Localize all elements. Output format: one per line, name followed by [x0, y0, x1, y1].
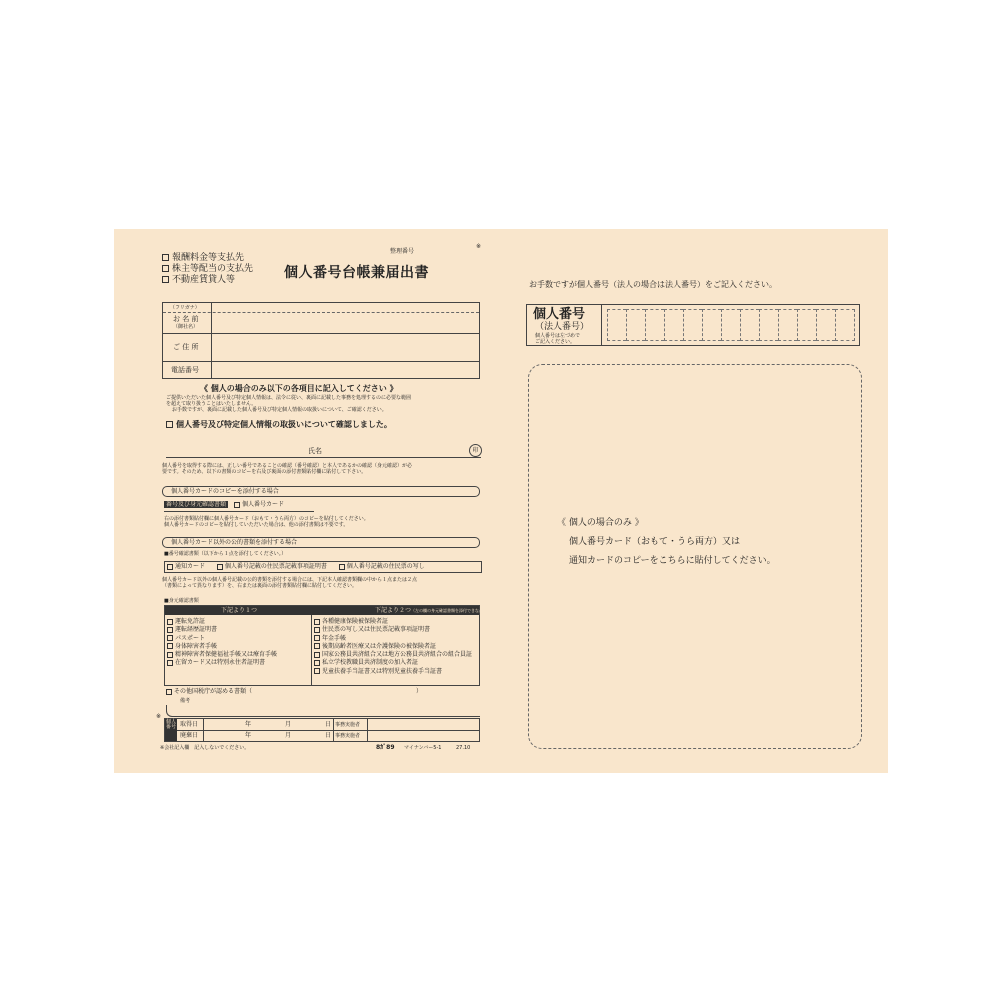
digit-cell[interactable]	[683, 309, 702, 341]
paste-instruction-2: 通知カードのコピーをこちらに貼付してください。	[569, 556, 776, 566]
digit-cell[interactable]	[626, 309, 645, 341]
attachment-paste-area[interactable]	[528, 364, 862, 749]
digit-cell[interactable]	[664, 309, 683, 341]
identity-col2-list	[314, 618, 472, 676]
col2-header: 下記より２つ（左の欄の身元確認書類を添付できなかった場合のみ）	[375, 607, 512, 614]
phone-field[interactable]	[213, 362, 477, 378]
remarks-label: 備考	[180, 698, 191, 704]
option-dividend[interactable]: 株主等配当の支払先	[162, 264, 282, 275]
number-note-2: ご記入ください。	[535, 339, 576, 345]
case1-docs	[164, 501, 284, 508]
case2-header: 個人番号カード以外の公的書類を添付する場合	[162, 537, 480, 548]
list-item[interactable]: 運転免許証	[167, 618, 277, 626]
case1-note: 右の添付書類貼付欄に個人番号カード（おもて・うら両方）のコピーを貼付してください。 個人番号カードのコピーを貼付していただいた場合は、他の添付書類は不要です。	[164, 516, 369, 528]
option-notice-card[interactable]: 通知カード	[167, 563, 205, 570]
staff-label: 事務実施者	[335, 733, 361, 739]
form-sheet	[114, 229, 888, 773]
list-item[interactable]: 身体障害者手帳	[167, 643, 277, 651]
identity-heading: ■身元確認書類	[164, 598, 199, 604]
shimei-label: 氏名	[308, 447, 322, 455]
consent-text: ご提供いただいた個人番号及び特定個人情報は、法令に従い、裏面に記載した事務を処理するのに必要な範囲 を超えて取り扱うことはいたしません。 お手数ですが、裏面に記載した個人番号及び特定個人情報の取扱いについて、ご確認ください。	[166, 395, 412, 413]
checkbox[interactable]	[217, 564, 223, 570]
consent-checkbox[interactable]: 個人番号及び特定個人情報の取扱いについて確認しました。	[166, 420, 392, 430]
checkbox[interactable]	[339, 564, 345, 570]
digit-cell[interactable]	[835, 309, 855, 341]
digit-cell[interactable]	[759, 309, 778, 341]
paste-heading: 《 個人の場合のみ 》	[557, 518, 644, 528]
product-code: 8ｶﾞ89	[376, 744, 395, 751]
digit-cell[interactable]	[778, 309, 797, 341]
digit-cell[interactable]	[740, 309, 759, 341]
remarks-field[interactable]	[166, 705, 480, 717]
number-doc-options	[164, 561, 482, 573]
list-item[interactable]: 国家公務員共済組合又は地方公務員共済組合の組合員証	[314, 651, 472, 659]
list-item[interactable]: 私立学校教職員共済制度の加入者証	[314, 659, 472, 667]
mark-icon: ※	[156, 713, 162, 720]
phone-label: 電話番号	[171, 366, 199, 374]
option-remuneration[interactable]: 報酬料金等支払先	[162, 253, 282, 264]
list-item[interactable]: 在留カード又は特別永住者証明書	[167, 659, 277, 667]
checkbox[interactable]	[162, 254, 169, 261]
office-use-table: 個人番号 取得日 廃棄日 年 月 日 年 月 日 事務実施者 事務実施者	[164, 718, 480, 742]
checkbox[interactable]	[166, 421, 173, 428]
option-real-estate[interactable]: 不動産賃貸人等	[162, 275, 282, 286]
digit-cell[interactable]	[797, 309, 816, 341]
individual-heading: 《 個人の場合のみ以下の各項目に記入してください 》	[200, 384, 398, 393]
number-doc-heading: ■番号確認書類（以下から１点を添付してください。）	[164, 551, 287, 557]
case1-header: 個人番号カードのコピーを添付する場合	[162, 486, 480, 497]
digit-cell[interactable]	[721, 309, 740, 341]
address-field[interactable]	[213, 334, 477, 360]
list-item[interactable]: 住民票の写し又は住民票記載事項証明書	[314, 626, 472, 634]
digit-cell[interactable]	[816, 309, 835, 341]
checkbox[interactable]	[167, 564, 173, 570]
list-item[interactable]: 各種健康保険被保険者証	[314, 618, 472, 626]
option-mynumber-card[interactable]: 個人番号カード	[241, 501, 284, 508]
other-doc-option[interactable]: その他国税庁が認める書類（ ）	[166, 688, 480, 695]
case2-note: 個人番号カード以外の個人番号記載の公的書類を添付する場合には、下記本人確認書類欄の中から１点または２点 （書類によって異なります）を、右または裏面の添付書類貼付欄に貼付してください。	[162, 577, 418, 589]
list-item[interactable]: 運転経歴証明書	[167, 626, 277, 634]
paste-instruction-1: 個人番号カード（おもて・うら両方）又は	[569, 537, 741, 547]
company-note: ※会社記入欄 記入しないでください。	[160, 745, 250, 751]
verification-text: 個人番号を取得する際には、正しい番号であることの確認（番号確認）と本人であるかの確認（身元確認）が必 要です。そのため、以下の書類のコピーを右及び裏面の添付書類貼付欄に貼付して下さい。	[162, 463, 413, 475]
identity-col1-list	[167, 618, 277, 668]
disposal-date-label: 廃棄日	[180, 732, 199, 739]
checkbox[interactable]	[162, 276, 169, 283]
address-label: ご 住 所	[173, 343, 199, 351]
list-item[interactable]: パスポート	[167, 635, 277, 643]
serial-number-label: 整理番号	[390, 248, 415, 255]
identity-docs-table	[164, 605, 512, 686]
contact-table	[162, 302, 480, 379]
side-label: 個人番号	[166, 719, 177, 730]
company-name-label: （御社名）	[173, 324, 199, 330]
checkbox[interactable]	[234, 502, 240, 508]
option-resident-copy[interactable]: 個人番号記載の住民票の写し	[339, 563, 425, 570]
product-name: マイナンバー5-1	[404, 745, 442, 751]
number-entry-box	[526, 304, 860, 346]
case1-box-label: 番号及び身元確認書類	[166, 501, 227, 508]
list-item[interactable]: 年金手帳	[314, 635, 472, 643]
staff-label: 事務実施者	[335, 722, 361, 728]
payee-type-options	[162, 253, 282, 286]
number-label: 個人番号	[533, 307, 586, 322]
list-item[interactable]: 児童扶養手当証書又は特別児童扶養手当証書	[314, 668, 472, 676]
checkbox[interactable]	[166, 689, 172, 695]
digit-cell[interactable]	[645, 309, 664, 341]
col1-header: 下記より１つ	[221, 607, 258, 614]
digit-cell[interactable]	[607, 309, 626, 341]
product-version: 27.10	[456, 745, 471, 751]
furigana-label: （フリガナ）	[170, 305, 200, 311]
form-title: 個人番号台帳兼届出書	[284, 265, 429, 281]
name-label: お 名 前	[173, 315, 199, 323]
seal-icon: 印	[469, 444, 482, 457]
option-resident-cert[interactable]: 個人番号記載の住民票記載事項証明書	[217, 563, 327, 570]
number-note-1: 個人番号は左づめで	[535, 333, 581, 339]
acquired-date-label: 取得日	[180, 721, 199, 728]
digit-cell[interactable]	[702, 309, 721, 341]
name-field[interactable]	[213, 313, 477, 332]
corp-number-label: （法人番号）	[535, 322, 590, 332]
number-digit-cells[interactable]	[607, 309, 855, 341]
list-item[interactable]: 精神障害者保健福祉手帳又は療育手帳	[167, 651, 277, 659]
signature-line[interactable]	[166, 457, 481, 458]
list-item[interactable]: 後期高齢者医療又は介護保険の被保険者証	[314, 643, 472, 651]
mark-icon: ※	[476, 243, 482, 250]
number-instruction: お手数ですが個人番号（法人の場合は法人番号）をご記入ください。	[529, 280, 777, 289]
checkbox[interactable]	[162, 265, 169, 272]
